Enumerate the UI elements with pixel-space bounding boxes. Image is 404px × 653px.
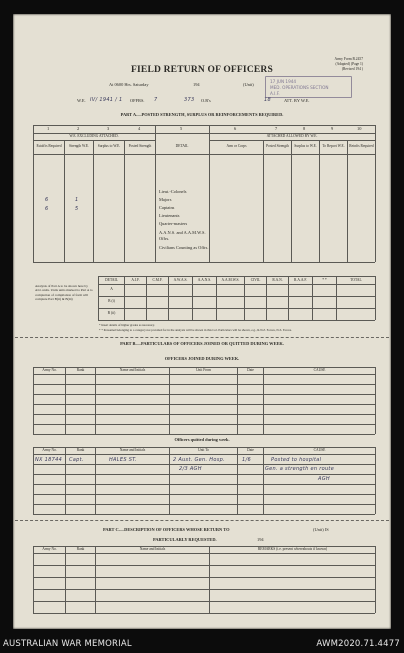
col-number-4: 4	[138, 126, 141, 131]
subheader-arm-corps: Arm or Corps	[226, 144, 247, 148]
quitted-h-date: Date	[247, 448, 254, 452]
joined-h-army-no: Army No.	[42, 368, 57, 372]
subheader-att-reinfts: Reinfts Required	[349, 144, 374, 148]
stamp-line2: MED. OPERATIONS SECTION	[270, 85, 329, 90]
part-a-heading: PART A.—POSTED STRENGTH, SURPLUS OR REINFORCEMENTS REQUIRED.	[120, 112, 284, 117]
detail-header: DETAIL	[175, 144, 189, 148]
joined-h-name: Name and Initials	[119, 368, 146, 372]
col-number-10: 10	[357, 126, 362, 131]
offrs-value: 7	[154, 97, 158, 103]
form-ref-line1: Army Form B.2457	[334, 57, 363, 61]
col-number-3: 3	[107, 126, 110, 131]
we-excl-header: W.E. EXCLUDING ATTACHED.	[69, 134, 119, 138]
detail-h-cmf: C.M.F.	[152, 278, 163, 282]
subheader-estab: Estab'ts Required	[36, 144, 62, 148]
rank-captains: Captains	[159, 205, 175, 210]
rank-aans-aamws: A.A.N.S. and A.A.M.W.S. Offrs.	[159, 230, 206, 241]
detail-footnote-1: * Insert details of higher grades as necessary.	[99, 323, 155, 327]
footer-accession: AWM2020.71.4477	[316, 639, 400, 649]
date-prefix: At 0600 Hrs. Saturday	[109, 82, 149, 87]
detail-h-ran: R.A.N.	[272, 278, 283, 282]
col-number-5: 5	[180, 126, 183, 131]
rank-majors: Majors	[159, 197, 172, 202]
detail-h-detail: DETAIL	[105, 278, 118, 282]
quitted-cause: Posted to hospital	[271, 457, 322, 463]
we-value: IV/ 1941 / 1	[90, 97, 123, 103]
footer-source: AUSTRALIAN WAR MEMORIAL	[3, 639, 132, 649]
part-b-heading: PART B.—PARTICULARS OF OFFICERS JOINED OR QUITTED DURING WEEK.	[120, 341, 284, 346]
subheader-att-report: To Report W.E.	[322, 144, 345, 148]
detail-row-bii: B (ii)	[107, 311, 116, 315]
or-label: O.R's	[201, 98, 211, 103]
detail-side-note: Analysis of Part A to be shown here by ALL units. Units units marked to Part A to completion of compilation of form will complete Part B(ii) & B(iii)	[35, 284, 93, 302]
detail-h-total: TOTAL	[350, 278, 362, 282]
hw-estab-2: 6	[45, 206, 49, 212]
separator-a-b	[15, 337, 389, 338]
joined-h-date: Date	[247, 368, 254, 372]
rank-lieut-colonels: Lieut.-Colonels	[159, 189, 187, 194]
part-c-h-name: Name and Initials	[139, 547, 166, 551]
col-number-7: 7	[275, 126, 278, 131]
detail-row-a: A	[110, 287, 113, 291]
archive-footer	[0, 633, 404, 653]
or-value: 373	[184, 97, 195, 103]
hw-strength-2: 5	[75, 206, 79, 212]
col-number-6: 6	[234, 126, 237, 131]
date-year: 194	[193, 82, 200, 87]
quitted-h-rank: Rank	[76, 448, 85, 452]
attached-header: ATTACHED ALLOWED BY W.E.	[266, 134, 318, 138]
form-paper	[13, 14, 391, 629]
quitted-rank: Capt.	[69, 457, 84, 463]
part-c-unit-is: (Unit) IS	[313, 527, 329, 532]
unit-label: (Unit)	[243, 82, 254, 87]
joined-h-cause: CAUSE	[313, 368, 326, 372]
att-value: 18	[264, 97, 271, 103]
part-a-top-rule	[33, 125, 375, 126]
part-c-requested-year: 194	[257, 537, 264, 542]
rank-quartermasters: Quarter-masters	[159, 221, 188, 226]
subheader-att-posted: Posted Strength	[266, 144, 289, 148]
quitted-h-unit-to: Unit To	[198, 448, 209, 452]
detail-footnote-2: * * Personnel belonging to a category not provided for in the analysis will be shown in this Col. Particulars will be shown, e.g., R.N.Z. Forces, N.Z. Forces.	[99, 328, 292, 332]
we-excl-rule	[33, 140, 155, 141]
part-a-header-rule	[33, 154, 375, 155]
col-number-2: 2	[77, 126, 80, 131]
detail-h-other: * *	[322, 278, 327, 282]
quitted-cause-2: Gen. a strength en route	[265, 466, 335, 472]
hw-estab: 6	[45, 197, 49, 203]
detail-h-aif: A.I.F.	[131, 278, 140, 282]
part-c-h-rank: Rank	[76, 547, 85, 551]
detail-h-awas: A.W.A.S.	[173, 278, 188, 282]
att-label: ATT. BY W.E.	[284, 98, 310, 103]
attached-rule	[209, 140, 375, 141]
stamp-line1: 17 JUN 1944	[270, 79, 297, 84]
stamp-line3: A.I.F.	[270, 91, 280, 96]
quitted-unit-to: 2 Aust. Gen. Hosp.	[173, 457, 225, 463]
rank-lieutenants: Lieutenants	[159, 213, 180, 218]
hw-strength: 1	[75, 197, 79, 203]
form-ref-line2: (Adapted) (Page 1)	[335, 62, 363, 66]
joined-h-rank: Rank	[76, 368, 85, 372]
detail-row-bi: B (i)	[108, 299, 115, 303]
detail-h-aans: A.A.N.S.	[197, 278, 212, 282]
part-c-h-remarks: REMARKS (i.e. present whereabouts if known)	[257, 547, 328, 551]
offrs-label: OFFRS.	[130, 98, 145, 103]
quitted-h-cause: CAUSE	[313, 448, 326, 452]
form-title: FIELD RETURN OF OFFICERS	[131, 65, 273, 75]
subheader-surplus: Surplus to W.E.	[97, 144, 121, 148]
quitted-name: HALES ST.	[109, 457, 137, 463]
quitted-cause-3: AGH	[318, 476, 330, 482]
quitted-date: 1/6	[242, 457, 251, 463]
receipt-stamp	[265, 76, 352, 98]
detail-h-aamws: A.A.M.W.S.	[221, 278, 240, 282]
subheader-strength: Strength W.E.	[68, 144, 90, 148]
separator-b-c	[15, 520, 389, 521]
we-label: W.E.	[77, 98, 86, 103]
subheader-att-surplus: Surplus to W.E.	[294, 144, 317, 148]
quitted-title: Officers quitted during week.	[174, 437, 230, 442]
col-number-1: 1	[47, 126, 50, 131]
joined-h-unit-from: Unit From	[195, 368, 212, 372]
quitted-h-army-no: Army No.	[42, 448, 57, 452]
detail-h-civil: CIVIL	[250, 278, 261, 282]
quitted-h-name: Name and Initials	[119, 448, 146, 452]
part-c-requested: PARTICULARLY REQUESTED.	[153, 537, 217, 542]
part-a-bottom-rule	[33, 262, 375, 263]
subheader-posted: Posted Strength	[128, 144, 152, 148]
rank-civilians: Civilians Counting as Offrs.	[159, 245, 209, 250]
col-number-9: 9	[331, 126, 334, 131]
joined-title: OFFICERS JOINED DURING WEEK.	[164, 356, 240, 361]
detail-h-raaf: R.A.A.F.	[294, 278, 307, 282]
part-c-h-army-no: Army No.	[42, 547, 57, 551]
quitted-army-no: NX 18744	[35, 457, 63, 463]
quitted-unit-to-2: 2/3 AGH	[179, 466, 202, 472]
form-ref-line3: (Revised 194 )	[341, 67, 363, 71]
part-c-heading: PART C.—DESCRIPTION OF OFFICERS WHOSE RETURN TO	[103, 527, 230, 532]
col-number-8: 8	[303, 126, 306, 131]
